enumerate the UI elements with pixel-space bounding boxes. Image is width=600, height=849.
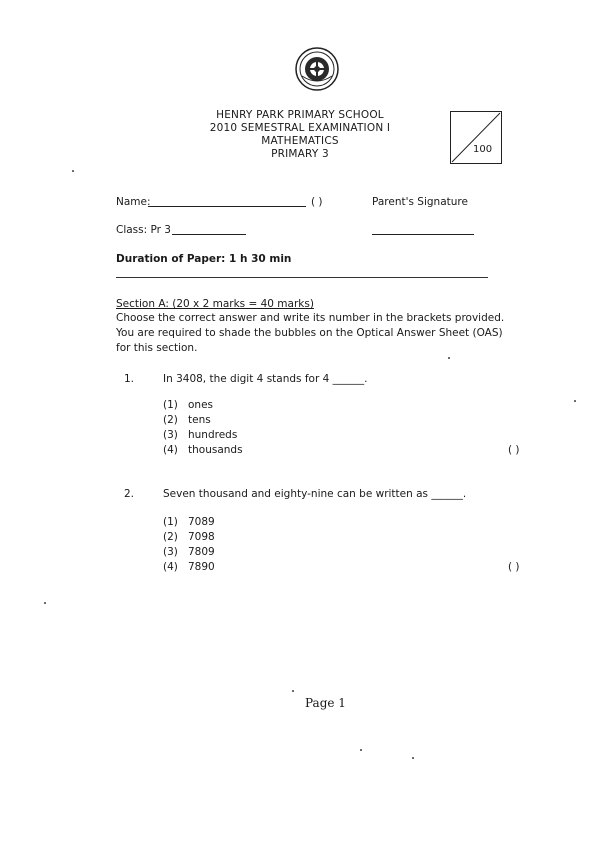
question-text: In 3408, the digit 4 stands for 4 ______.	[163, 373, 368, 385]
name-label: Name:	[116, 196, 151, 208]
section-a-instruction-1: Choose the correct answer and write its number in the brackets provided.	[116, 312, 505, 324]
scan-speck	[360, 749, 362, 751]
option-text: 7098	[188, 531, 215, 543]
option-text: 7890	[188, 561, 215, 573]
exam-title: 2010 SEMESTRAL EXAMINATION I	[209, 122, 391, 134]
option-text: 7089	[188, 516, 215, 528]
scan-speck	[448, 357, 450, 359]
scan-speck	[574, 400, 576, 402]
question-number: 1.	[124, 373, 135, 385]
class-label: Class: Pr 3	[116, 224, 171, 236]
option-number: (3)	[163, 429, 178, 441]
marks-box	[450, 111, 502, 164]
name-field[interactable]	[148, 206, 306, 207]
option-number: (4)	[163, 444, 178, 456]
option-text: thousands	[188, 444, 243, 456]
scan-speck	[292, 690, 294, 692]
scan-speck	[72, 170, 74, 172]
school-name: HENRY PARK PRIMARY SCHOOL	[216, 109, 384, 121]
register-number-brackets[interactable]: ( )	[311, 196, 323, 208]
option-text: tens	[188, 414, 211, 426]
option-number: (2)	[163, 414, 178, 426]
class-field[interactable]	[172, 234, 246, 235]
parent-signature-label: Parent's Signature	[372, 196, 468, 208]
question-text: Seven thousand and eighty-nine can be written as ______.	[163, 488, 467, 500]
option-text: ones	[188, 399, 214, 411]
subject-title: MATHEMATICS	[261, 135, 339, 147]
option-number: (4)	[163, 561, 178, 573]
scan-speck	[412, 757, 414, 759]
parent-signature-field[interactable]	[372, 234, 474, 235]
option-number: (1)	[163, 399, 178, 411]
scan-speck	[44, 602, 46, 604]
school-crest-logo	[294, 46, 340, 92]
option-number: (1)	[163, 516, 178, 528]
answer-brackets[interactable]: ( )	[508, 444, 520, 456]
question-number: 2.	[124, 488, 135, 500]
option-text: hundreds	[188, 429, 238, 441]
section-a-instruction-3: for this section.	[116, 342, 198, 354]
answer-brackets[interactable]: ( )	[508, 561, 520, 573]
section-a-instruction-2: You are required to shade the bubbles on the Optical Answer Sheet (OAS)	[116, 327, 503, 339]
option-text: 7809	[188, 546, 215, 558]
option-number: (3)	[163, 546, 178, 558]
option-number: (2)	[163, 531, 178, 543]
page-number: Page 1	[305, 696, 346, 710]
section-a-title: Section A: (20 x 2 marks = 40 marks)	[116, 298, 314, 310]
total-marks: 100	[473, 144, 493, 155]
level-title: PRIMARY 3	[271, 148, 329, 160]
duration-label: Duration of Paper: 1 h 30 min	[116, 253, 292, 265]
divider-line	[116, 277, 488, 278]
